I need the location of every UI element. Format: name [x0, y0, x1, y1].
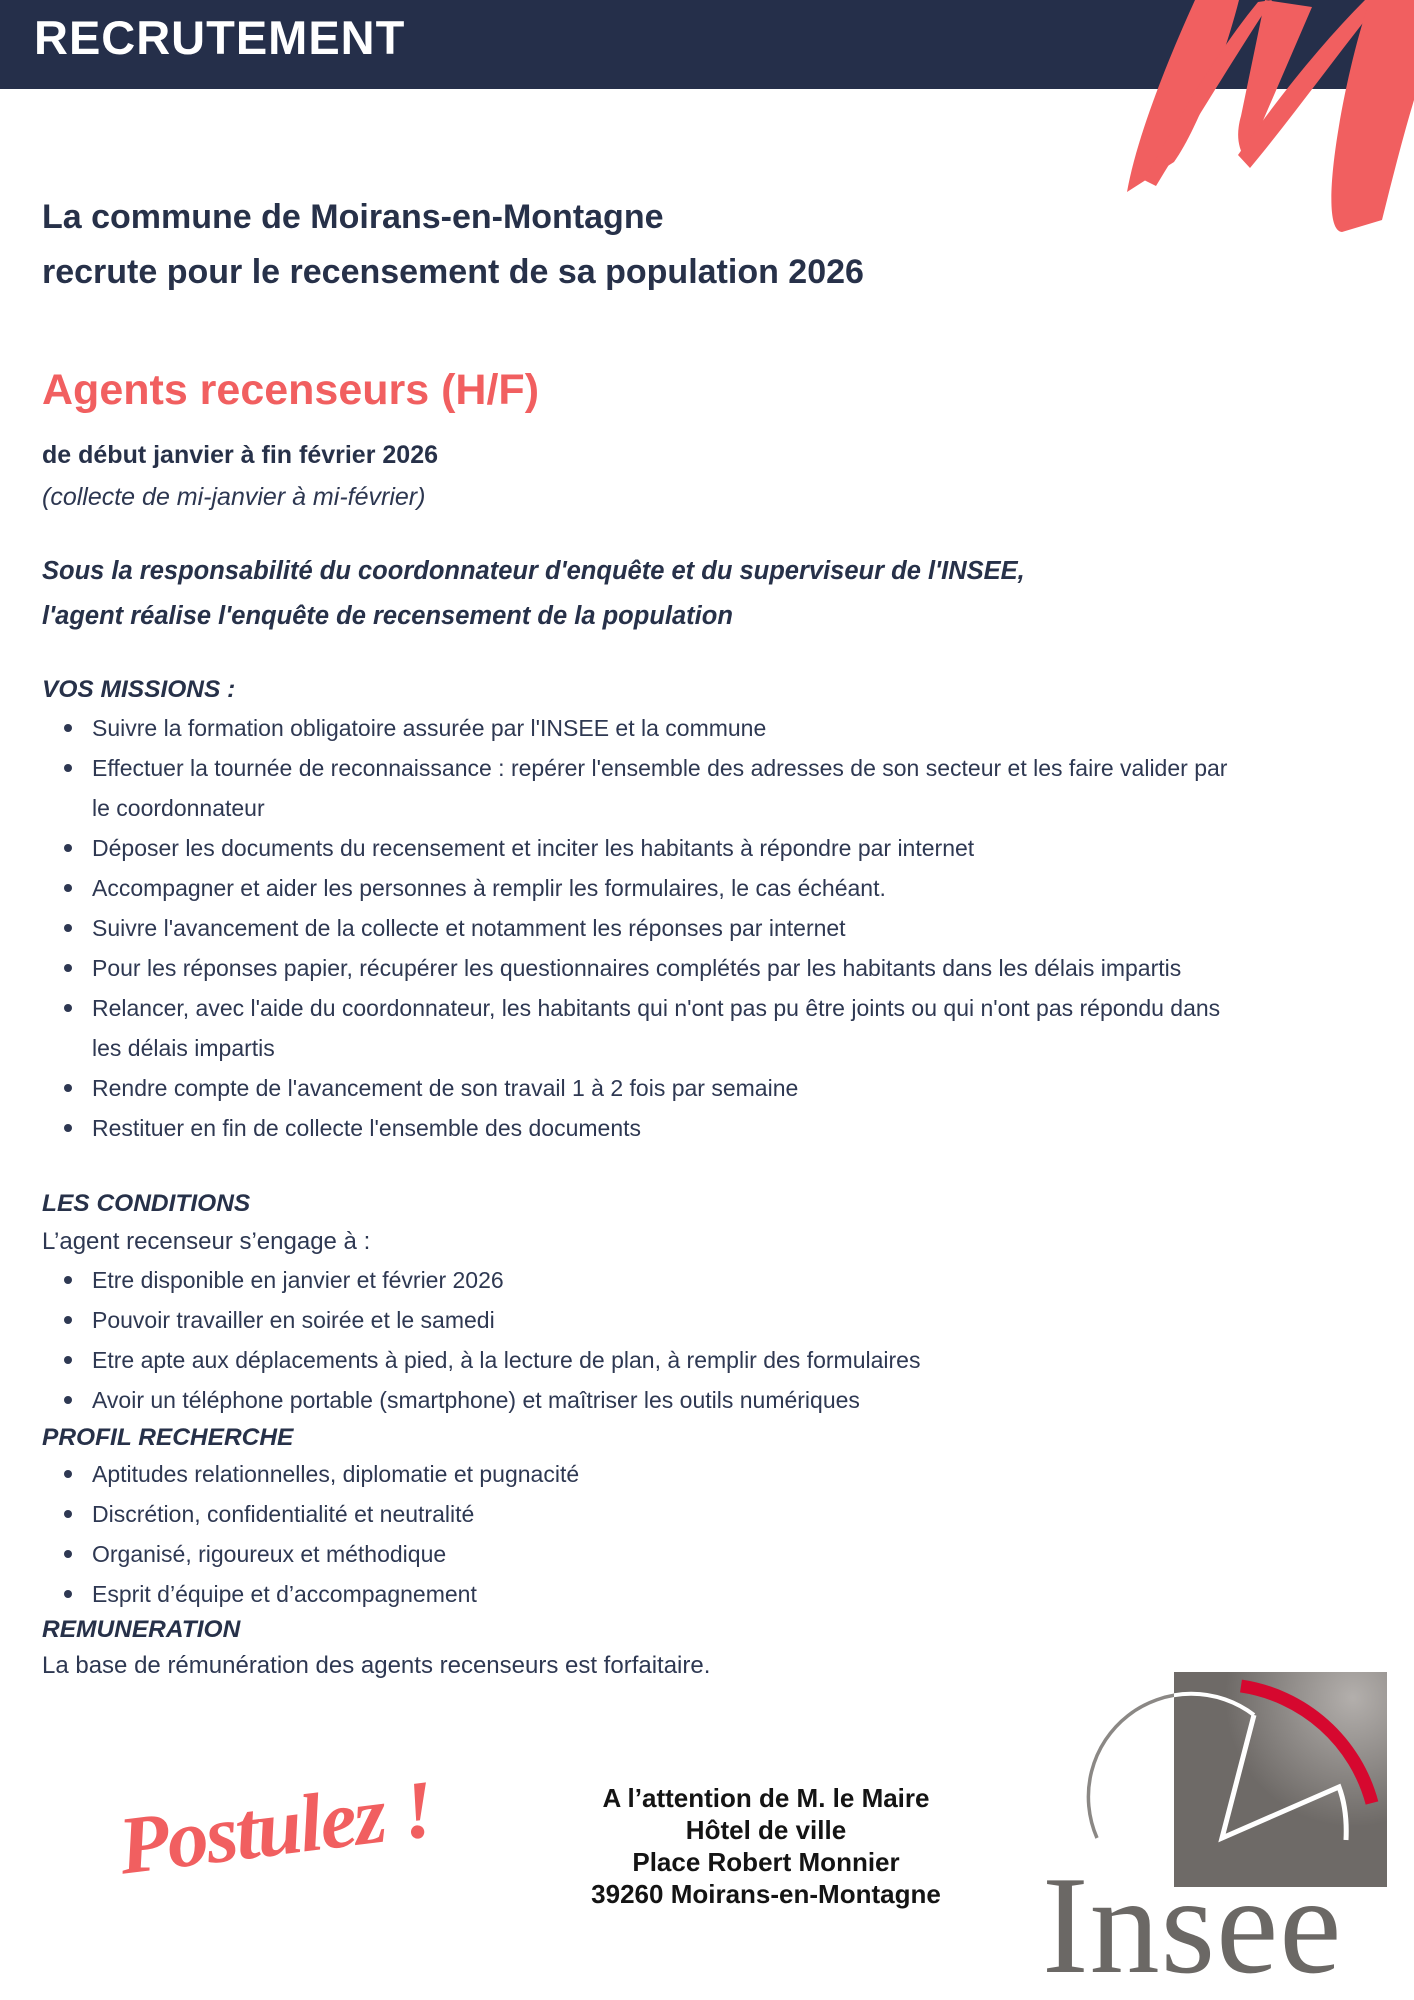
intro-line-2: recrute pour le recensement de sa population 2026	[42, 253, 864, 291]
list-item: Pour les réponses papier, récupérer les questionnaires complétés par les habitants dans les délais impartis	[42, 948, 1232, 988]
profile-heading: PROFIL RECHERCHE	[42, 1424, 294, 1451]
job-period: de début janvier à fin février 2026	[42, 441, 438, 469]
list-item: Suivre l'avancement de la collecte et notamment les réponses par internet	[42, 908, 1232, 948]
conditions-list	[42, 1260, 1232, 1420]
conditions-intro: L’agent recenseur s’engage à :	[42, 1228, 371, 1255]
list-item: Restituer en fin de collecte l'ensemble des documents	[42, 1108, 1232, 1148]
postulez-script-text: Postulez !	[113, 1762, 438, 1892]
profile-list	[42, 1454, 1232, 1614]
page-title: RECRUTEMENT	[34, 11, 406, 64]
job-collect-period: (collecte de mi-janvier à mi-février)	[42, 483, 426, 511]
insee-wordmark: Insee	[1042, 1848, 1343, 2000]
list-item: Esprit d’équipe et d’accompagnement	[42, 1574, 1232, 1614]
address-line-city: 39260 Moirans-en-Montagne	[591, 1879, 941, 1909]
address-line-hotel: Hôtel de ville	[685, 1815, 847, 1845]
supervision-note-line-2: l'agent réalise l'enquête de recensement de la population	[42, 602, 733, 630]
address-line-place: Place Robert Monnier	[632, 1847, 900, 1877]
intro-line-1: La commune de Moirans-en-Montagne	[42, 198, 664, 236]
brush-m-decoration-icon	[1040, 0, 1414, 300]
address-line-attention: A l’attention de M. le Maire	[602, 1783, 930, 1813]
apply-address	[516, 1782, 1016, 1910]
list-item: Aptitudes relationnelles, diplomatie et pugnacité	[42, 1454, 1232, 1494]
supervision-note	[42, 549, 1025, 639]
list-item: Organisé, rigoureux et méthodique	[42, 1534, 1232, 1574]
list-item: Relancer, avec l'aide du coordonnateur, les habitants qui n'ont pas pu être joints ou qui n'ont pas répondu dans les délais impartis	[42, 988, 1232, 1068]
list-item: Effectuer la tournée de reconnaissance : repérer l'ensemble des adresses de son secteur et les faire valider par le coordonnateur	[42, 748, 1232, 828]
list-item: Suivre la formation obligatoire assurée par l'INSEE et la commune	[42, 708, 1232, 748]
missions-list	[42, 708, 1232, 1148]
list-item: Etre apte aux déplacements à pied, à la lecture de plan, à remplir des formulaires	[42, 1340, 1232, 1380]
conditions-heading: LES CONDITIONS	[42, 1190, 251, 1217]
supervision-note-line-1: Sous la responsabilité du coordonnateur d'enquête et du superviseur de l'INSEE,	[42, 557, 1025, 585]
list-item: Avoir un téléphone portable (smartphone) et maîtriser les outils numériques	[42, 1380, 1232, 1420]
list-item: Pouvoir travailler en soirée et le samedi	[42, 1300, 1232, 1340]
list-item: Etre disponible en janvier et février 2026	[42, 1260, 1232, 1300]
list-item: Discrétion, confidentialité et neutralité	[42, 1494, 1232, 1534]
list-item: Accompagner et aider les personnes à remplir les formulaires, le cas échéant.	[42, 868, 1232, 908]
missions-heading: VOS MISSIONS :	[42, 676, 236, 703]
remuneration-heading: REMUNERATION	[42, 1616, 241, 1643]
list-item: Déposer les documents du recensement et inciter les habitants à répondre par internet	[42, 828, 1232, 868]
list-item: Rendre compte de l'avancement de son travail 1 à 2 fois par semaine	[42, 1068, 1232, 1108]
intro-title	[42, 190, 864, 300]
remuneration-text: La base de rémunération des agents recenseurs est forfaitaire.	[42, 1652, 711, 1679]
job-title: Agents recenseurs (H/F)	[42, 366, 540, 414]
